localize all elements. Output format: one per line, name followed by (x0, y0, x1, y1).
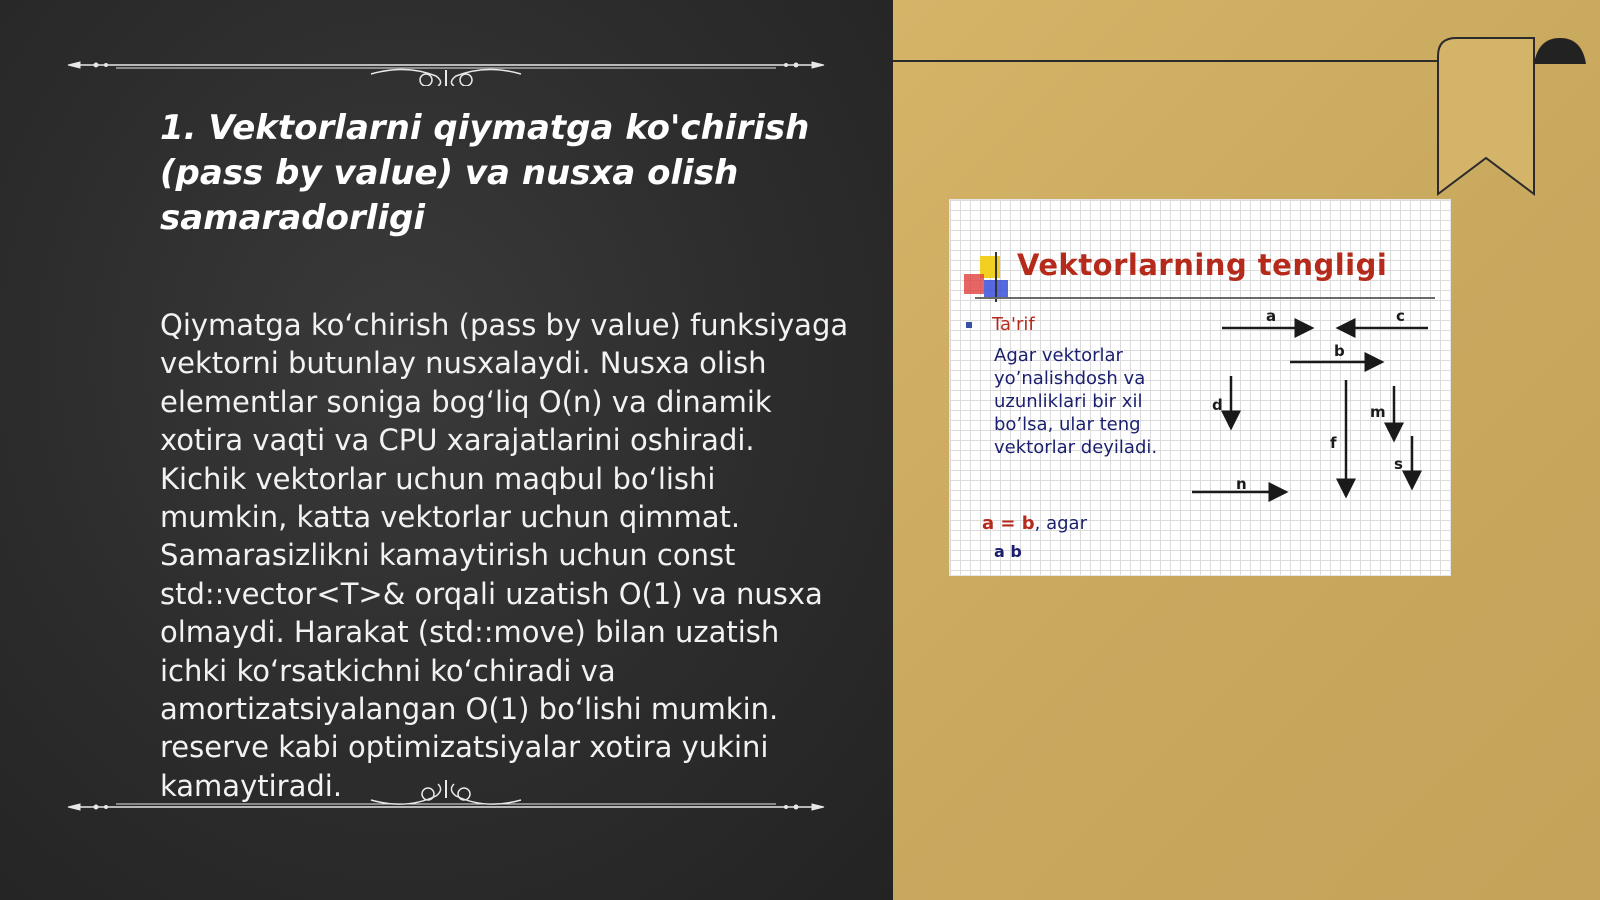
vector-label-d: d (1212, 396, 1223, 414)
vector-label-a: a (1266, 307, 1277, 325)
body-paragraph: Qiymatga ko‘chirish (pass by value) funksiyaga vektorni butunlay nusxalaydi. Nusxa olish elementlar soniga bog‘liq O(n) va dinamik xotira vaqti va CPU xarajatlarini oshiradi. Kichik vektorlar uchun maqbul bo‘lishi mumkin, katta vektorlar uchun qimmat. Samarasizlikni kamaytirish uchun const std::vector<T>& orqali uzatish O(1) va nusxa olmaydi. Harakat (std::move) bilan uzatish ichki ko‘rsatkichni ko‘chiradi va amortizatsiyalangan O(1) bo‘lishi mumkin. reserve kabi optimizatsiyalar xotira yukini kamaytiradi. (160, 308, 849, 803)
vector-label-c: c (1396, 307, 1405, 325)
vector-equality-figure (950, 200, 1450, 575)
equation-right: , agar (1034, 513, 1087, 534)
bookmark-ribbon (1436, 36, 1536, 202)
slide-title: 1. Vektorlarni qiymatga ko'chirish (pass by value) va nusxa olish samaradorligi (160, 108, 810, 238)
vector-label-b: b (1334, 342, 1345, 360)
equation-line-2: a b (994, 542, 1022, 561)
ribbon-curl (1534, 36, 1594, 66)
equation (982, 513, 1087, 534)
figure-title: Vektorlarning tengligi (1017, 248, 1388, 282)
definition-label: Ta'rif (992, 314, 1035, 335)
equation-left: a = b (982, 513, 1035, 534)
vector-label-n: n (1236, 475, 1247, 493)
vector-label-s: s (1394, 455, 1403, 473)
bottom-ornament-divider (66, 780, 826, 820)
divider-line (893, 60, 1443, 62)
vector-label-m: m (1370, 403, 1386, 421)
definition-text: Agar vektorlar yo’nalishdosh va uzunliklari bir xil bo’lsa, ular teng vektorlar deyiladi. (994, 345, 1158, 458)
vector-label-f: f (1330, 434, 1337, 452)
top-ornament-divider (66, 46, 826, 86)
